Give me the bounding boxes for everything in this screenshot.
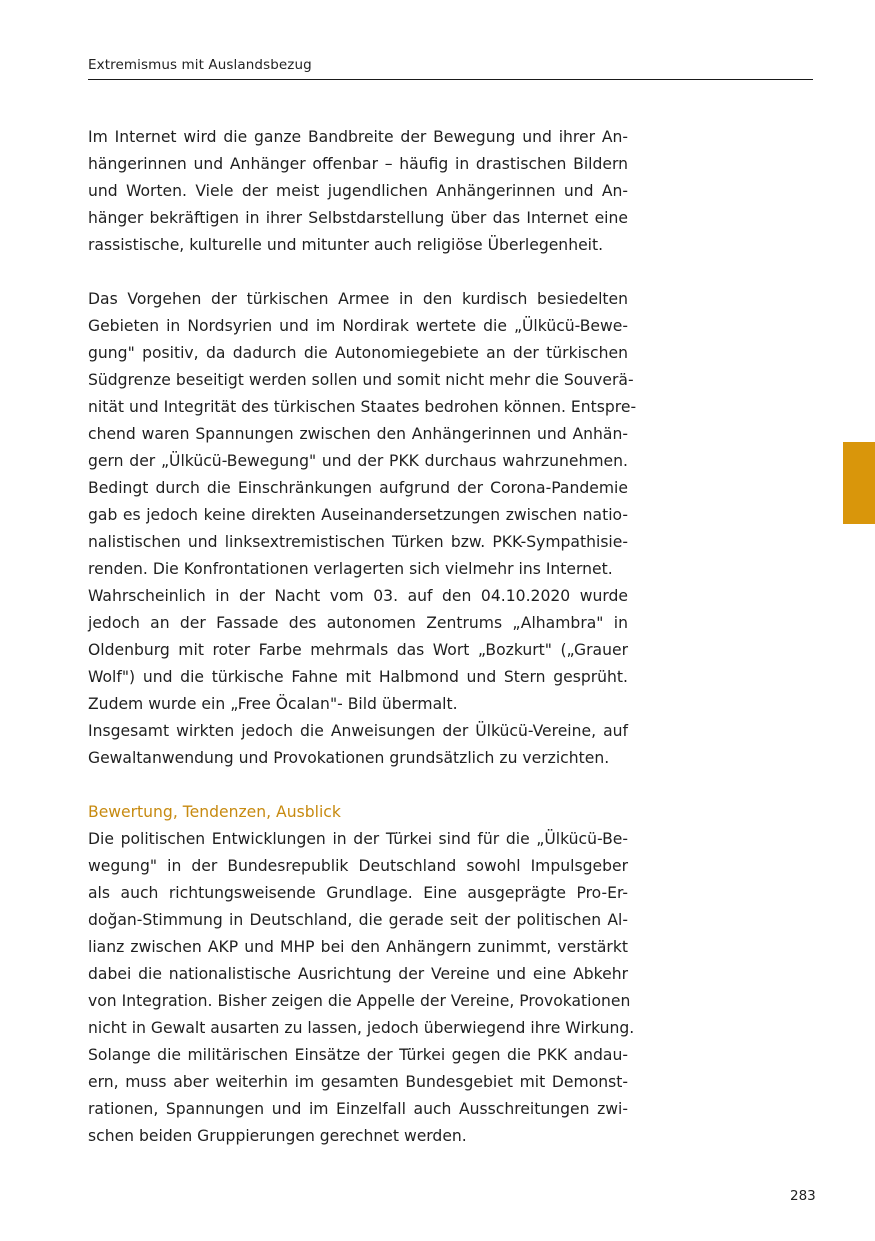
text-line: rationen, Spannungen und im Einzelfall auch Ausschreitungen zwi- [88, 1100, 628, 1118]
text-line: wegung" in der Bundesrepublik Deutschland sowohl Impulsgeber [88, 857, 628, 875]
text-line: hängerinnen und Anhänger offenbar – häufig in drastischen Bildern [88, 155, 628, 173]
text-line: jedoch an der Fassade des autonomen Zentrums „Alhambra" in [88, 614, 628, 632]
paragraph-3 [88, 583, 628, 718]
paragraph-gap [88, 259, 628, 286]
text-line: von Integration. Bisher zeigen die Appelle der Vereine, Provokationen [88, 992, 631, 1010]
text-line: lianz zwischen AKP und MHP bei den Anhängern zunimmt, verstärkt [88, 938, 628, 956]
paragraph-1 [88, 124, 628, 259]
running-title: Extremismus mit Auslandsbezug [88, 57, 312, 73]
text-line: chend waren Spannungen zwischen den Anhängerinnen und Anhän- [88, 425, 628, 443]
text-line: rassistische, kulturelle und mitunter auch religiöse Überlegenheit. [88, 236, 604, 254]
text-line: nicht in Gewalt ausarten zu lassen, jedoch überwiegend ihre Wirkung. [88, 1019, 635, 1037]
page-number: 283 [790, 1188, 816, 1204]
text-line: doğan-Stimmung in Deutschland, die gerade seit der politischen Al- [88, 911, 628, 929]
text-line: und Worten. Viele der meist jugendlichen Anhängerinnen und An- [88, 182, 628, 200]
text-line: Die politischen Entwicklungen in der Türkei sind für die „Ülkücü-Be- [88, 830, 628, 848]
text-line: gern der „Ülkücü-Bewegung" und der PKK durchaus wahrzunehmen. [88, 452, 628, 470]
text-line: ern, muss aber weiterhin im gesamten Bundesgebiet mit Demonst- [88, 1073, 628, 1091]
text-line: Bedingt durch die Einschränkungen aufgrund der Corona-Pandemie [88, 479, 628, 497]
text-line: renden. Die Konfrontationen verlagerten sich vielmehr ins Internet. [88, 560, 613, 578]
chapter-tab-marker [843, 442, 875, 524]
text-line: Gewaltanwendung und Provokationen grundsätzlich zu verzichten. [88, 749, 610, 767]
text-line: schen beiden Gruppierungen gerechnet werden. [88, 1127, 467, 1145]
text-line: gab es jedoch keine direkten Auseinandersetzungen zwischen natio- [88, 506, 628, 524]
text-line: nalistischen und linksextremistischen Türken bzw. PKK-Sympathisie- [88, 533, 628, 551]
text-line: Oldenburg mit roter Farbe mehrmals das Wort „Bozkurt" („Grauer [88, 641, 628, 659]
text-line: nität und Integrität des türkischen Staates bedrohen können. Entspre- [88, 398, 637, 416]
text-line: Insgesamt wirkten jedoch die Anweisungen der Ülkücü-Vereine, auf [88, 722, 628, 740]
text-line: hänger bekräftigen in ihrer Selbstdarstellung über das Internet eine [88, 209, 628, 227]
text-line: dabei die nationalistische Ausrichtung der Vereine und eine Abkehr [88, 965, 628, 983]
header-rule [88, 79, 813, 80]
section-heading: Bewertung, Tendenzen, Ausblick [88, 803, 341, 821]
text-line: Südgrenze beseitigt werden sollen und somit nicht mehr die Souverä- [88, 371, 634, 389]
section-paragraph [88, 826, 635, 1150]
text-line: Gebieten in Nordsyrien und im Nordirak wertete die „Ülkücü-Bewe- [88, 317, 628, 335]
text-line: Zudem wurde ein „Free Öcalan"- Bild übermalt. [88, 695, 458, 713]
text-line: Im Internet wird die ganze Bandbreite der Bewegung und ihrer An- [88, 128, 628, 146]
text-line: Solange die militärischen Einsätze der Türkei gegen die PKK andau- [88, 1046, 628, 1064]
text-line: Das Vorgehen der türkischen Armee in den kurdisch besiedelten [88, 290, 628, 308]
paragraph-gap [88, 772, 628, 799]
body-text [88, 124, 637, 1150]
paragraph-4 [88, 718, 628, 772]
text-line: Wahrscheinlich in der Nacht vom 03. auf den 04.10.2020 wurde [88, 587, 628, 605]
text-line: gung" positiv, da dadurch die Autonomiegebiete an der türkischen [88, 344, 628, 362]
text-line: Wolf") und die türkische Fahne mit Halbmond und Stern gesprüht. [88, 668, 628, 686]
text-line: als auch richtungsweisende Grundlage. Eine ausgeprägte Pro-Er- [88, 884, 628, 902]
paragraph-2 [88, 286, 637, 583]
